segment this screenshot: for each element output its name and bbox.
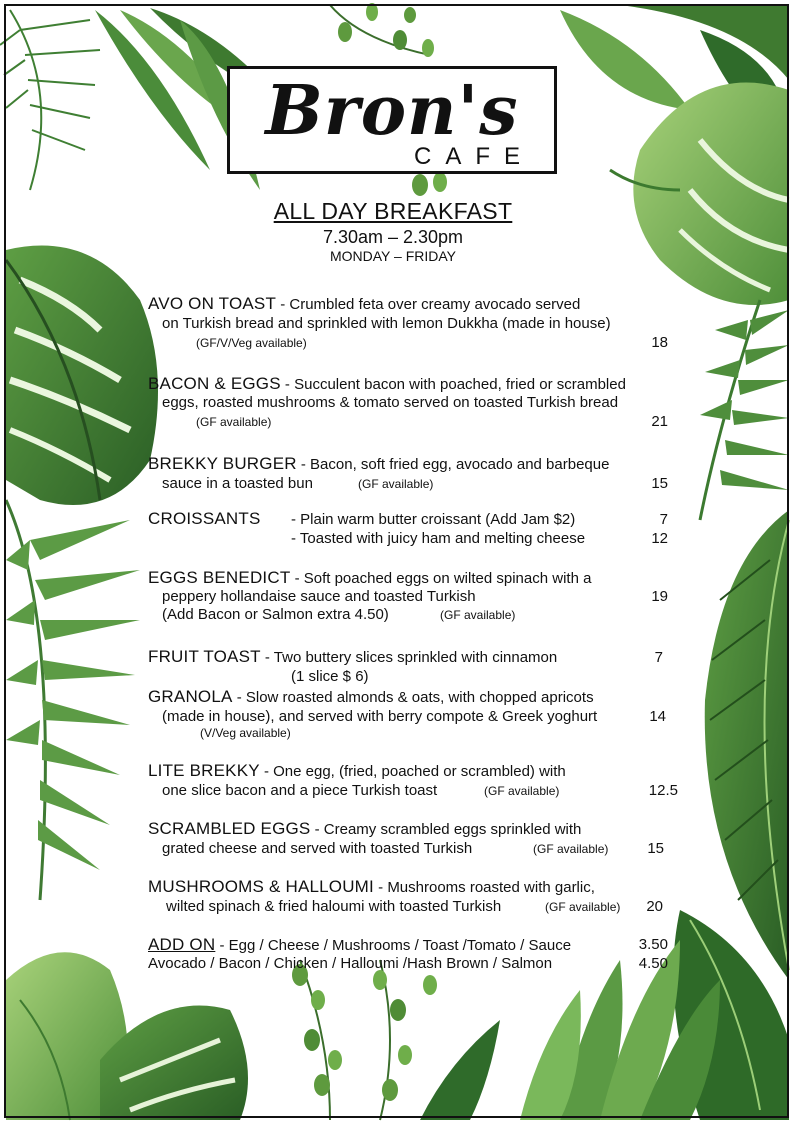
item-price: 7 [654, 649, 663, 666]
item-description: on Turkish bread and sprinkled with lemon Dukkha (made in house) [162, 315, 611, 332]
menu-item-avo-line1 [148, 295, 580, 314]
dietary-note: (GF available) [484, 784, 560, 798]
cafe-logo [227, 66, 557, 174]
menu-item-benedict-line1 [148, 569, 591, 588]
item-name: BREKKY BURGER [148, 454, 297, 473]
item-description: peppery hollandaise sauce and toasted Turkish [162, 588, 476, 605]
menu-item-scrambled-line1 [148, 820, 581, 839]
logo-subtitle: CAFE [413, 143, 534, 170]
item-price: 19 [651, 588, 668, 605]
item-price: 20 [646, 898, 663, 915]
add-on-line1 [148, 936, 571, 955]
dietary-note: (GF available) [440, 608, 516, 622]
dietary-note: (GF available) [358, 477, 434, 491]
item-name: MUSHROOMS & HALLOUMI [148, 877, 374, 896]
item-description: - Slow roasted almonds & oats, with chopped apricots [232, 689, 594, 706]
item-description: (Add Bacon or Salmon extra 4.50) [162, 606, 389, 623]
item-description: wilted spinach & fried haloumi with toasted Turkish [166, 898, 502, 915]
add-on-price: 3.50 [638, 936, 668, 953]
page-title: ALL DAY BREAKFAST [273, 198, 513, 224]
menu-item-granola-line1 [148, 688, 594, 707]
item-option: - Toasted with juicy ham and melting cheese [291, 530, 586, 547]
dietary-note: (GF available) [545, 900, 621, 914]
item-description: - Succulent bacon with poached, fried or scrambled [280, 376, 626, 393]
item-description: - Crumbled feta over creamy avocado served [276, 296, 581, 313]
add-on-label: ADD ON [148, 935, 216, 954]
logo-brand-name: Bron's [265, 71, 519, 151]
menu-item-mushrooms-line1 [148, 878, 595, 897]
item-price: 15 [647, 840, 664, 857]
dietary-note: (GF/V/Veg available) [196, 336, 307, 350]
menu-item-fruit-line1 [148, 648, 557, 667]
item-price: 21 [651, 413, 668, 430]
item-price: 14 [649, 708, 666, 725]
item-description: grated cheese and served with toasted Turkish [162, 840, 473, 857]
menu-item-bacon-line1 [148, 375, 626, 394]
dietary-note: (GF available) [533, 842, 609, 856]
item-price: 12 [651, 530, 668, 547]
item-name: CROISSANTS [148, 509, 261, 528]
item-description: (1 slice $ 6) [291, 668, 369, 685]
item-name: FRUIT TOAST [148, 647, 261, 666]
menu-item-burger-line1 [148, 455, 609, 474]
item-description: - One egg, (fried, poached or scrambled) with [259, 763, 566, 780]
item-description: sauce in a toasted bun [162, 475, 313, 492]
opening-hours: 7.30am – 2.30pm [322, 227, 464, 247]
item-price: 18 [651, 334, 668, 351]
item-price: 15 [651, 475, 668, 492]
item-name: EGGS BENEDICT [148, 568, 291, 587]
item-description: - Bacon, soft fried egg, avocado and barbeque [296, 456, 610, 473]
add-on-description: - Egg / Cheese / Mushrooms / Toast /Tomato / Sauce [215, 937, 572, 954]
item-description: - Mushrooms roasted with garlic, [373, 879, 595, 896]
item-description: (made in house), and served with berry compote & Greek yoghurt [162, 708, 598, 725]
item-name: BACON & EGGS [148, 374, 281, 393]
item-description: eggs, roasted mushrooms & tomato served on toasted Turkish bread [162, 394, 619, 411]
item-name: SCRAMBLED EGGS [148, 819, 311, 838]
menu-item-lite-line1 [148, 762, 566, 781]
add-on-price: 4.50 [638, 955, 668, 972]
item-description: - Two buttery slices sprinkled with cinnamon [260, 649, 558, 666]
item-price: 12.5 [648, 782, 678, 799]
item-description: - Creamy scrambled eggs sprinkled with [310, 821, 582, 838]
dietary-note: (GF available) [196, 415, 272, 429]
item-option: - Plain warm butter croissant (Add Jam $2) [291, 511, 576, 528]
item-description: - Soft poached eggs on wilted spinach with a [290, 570, 592, 587]
opening-days: MONDAY – FRIDAY [329, 248, 457, 264]
item-name: LITE BREKKY [148, 761, 260, 780]
item-price: 7 [659, 511, 668, 528]
item-description: one slice bacon and a piece Turkish toast [162, 782, 438, 799]
dietary-note: (V/Veg available) [200, 726, 291, 740]
item-name: GRANOLA [148, 687, 233, 706]
item-name: AVO ON TOAST [148, 294, 277, 313]
add-on-description: Avocado / Bacon / Chicken / Halloumi /Hash Brown / Salmon [148, 955, 553, 972]
